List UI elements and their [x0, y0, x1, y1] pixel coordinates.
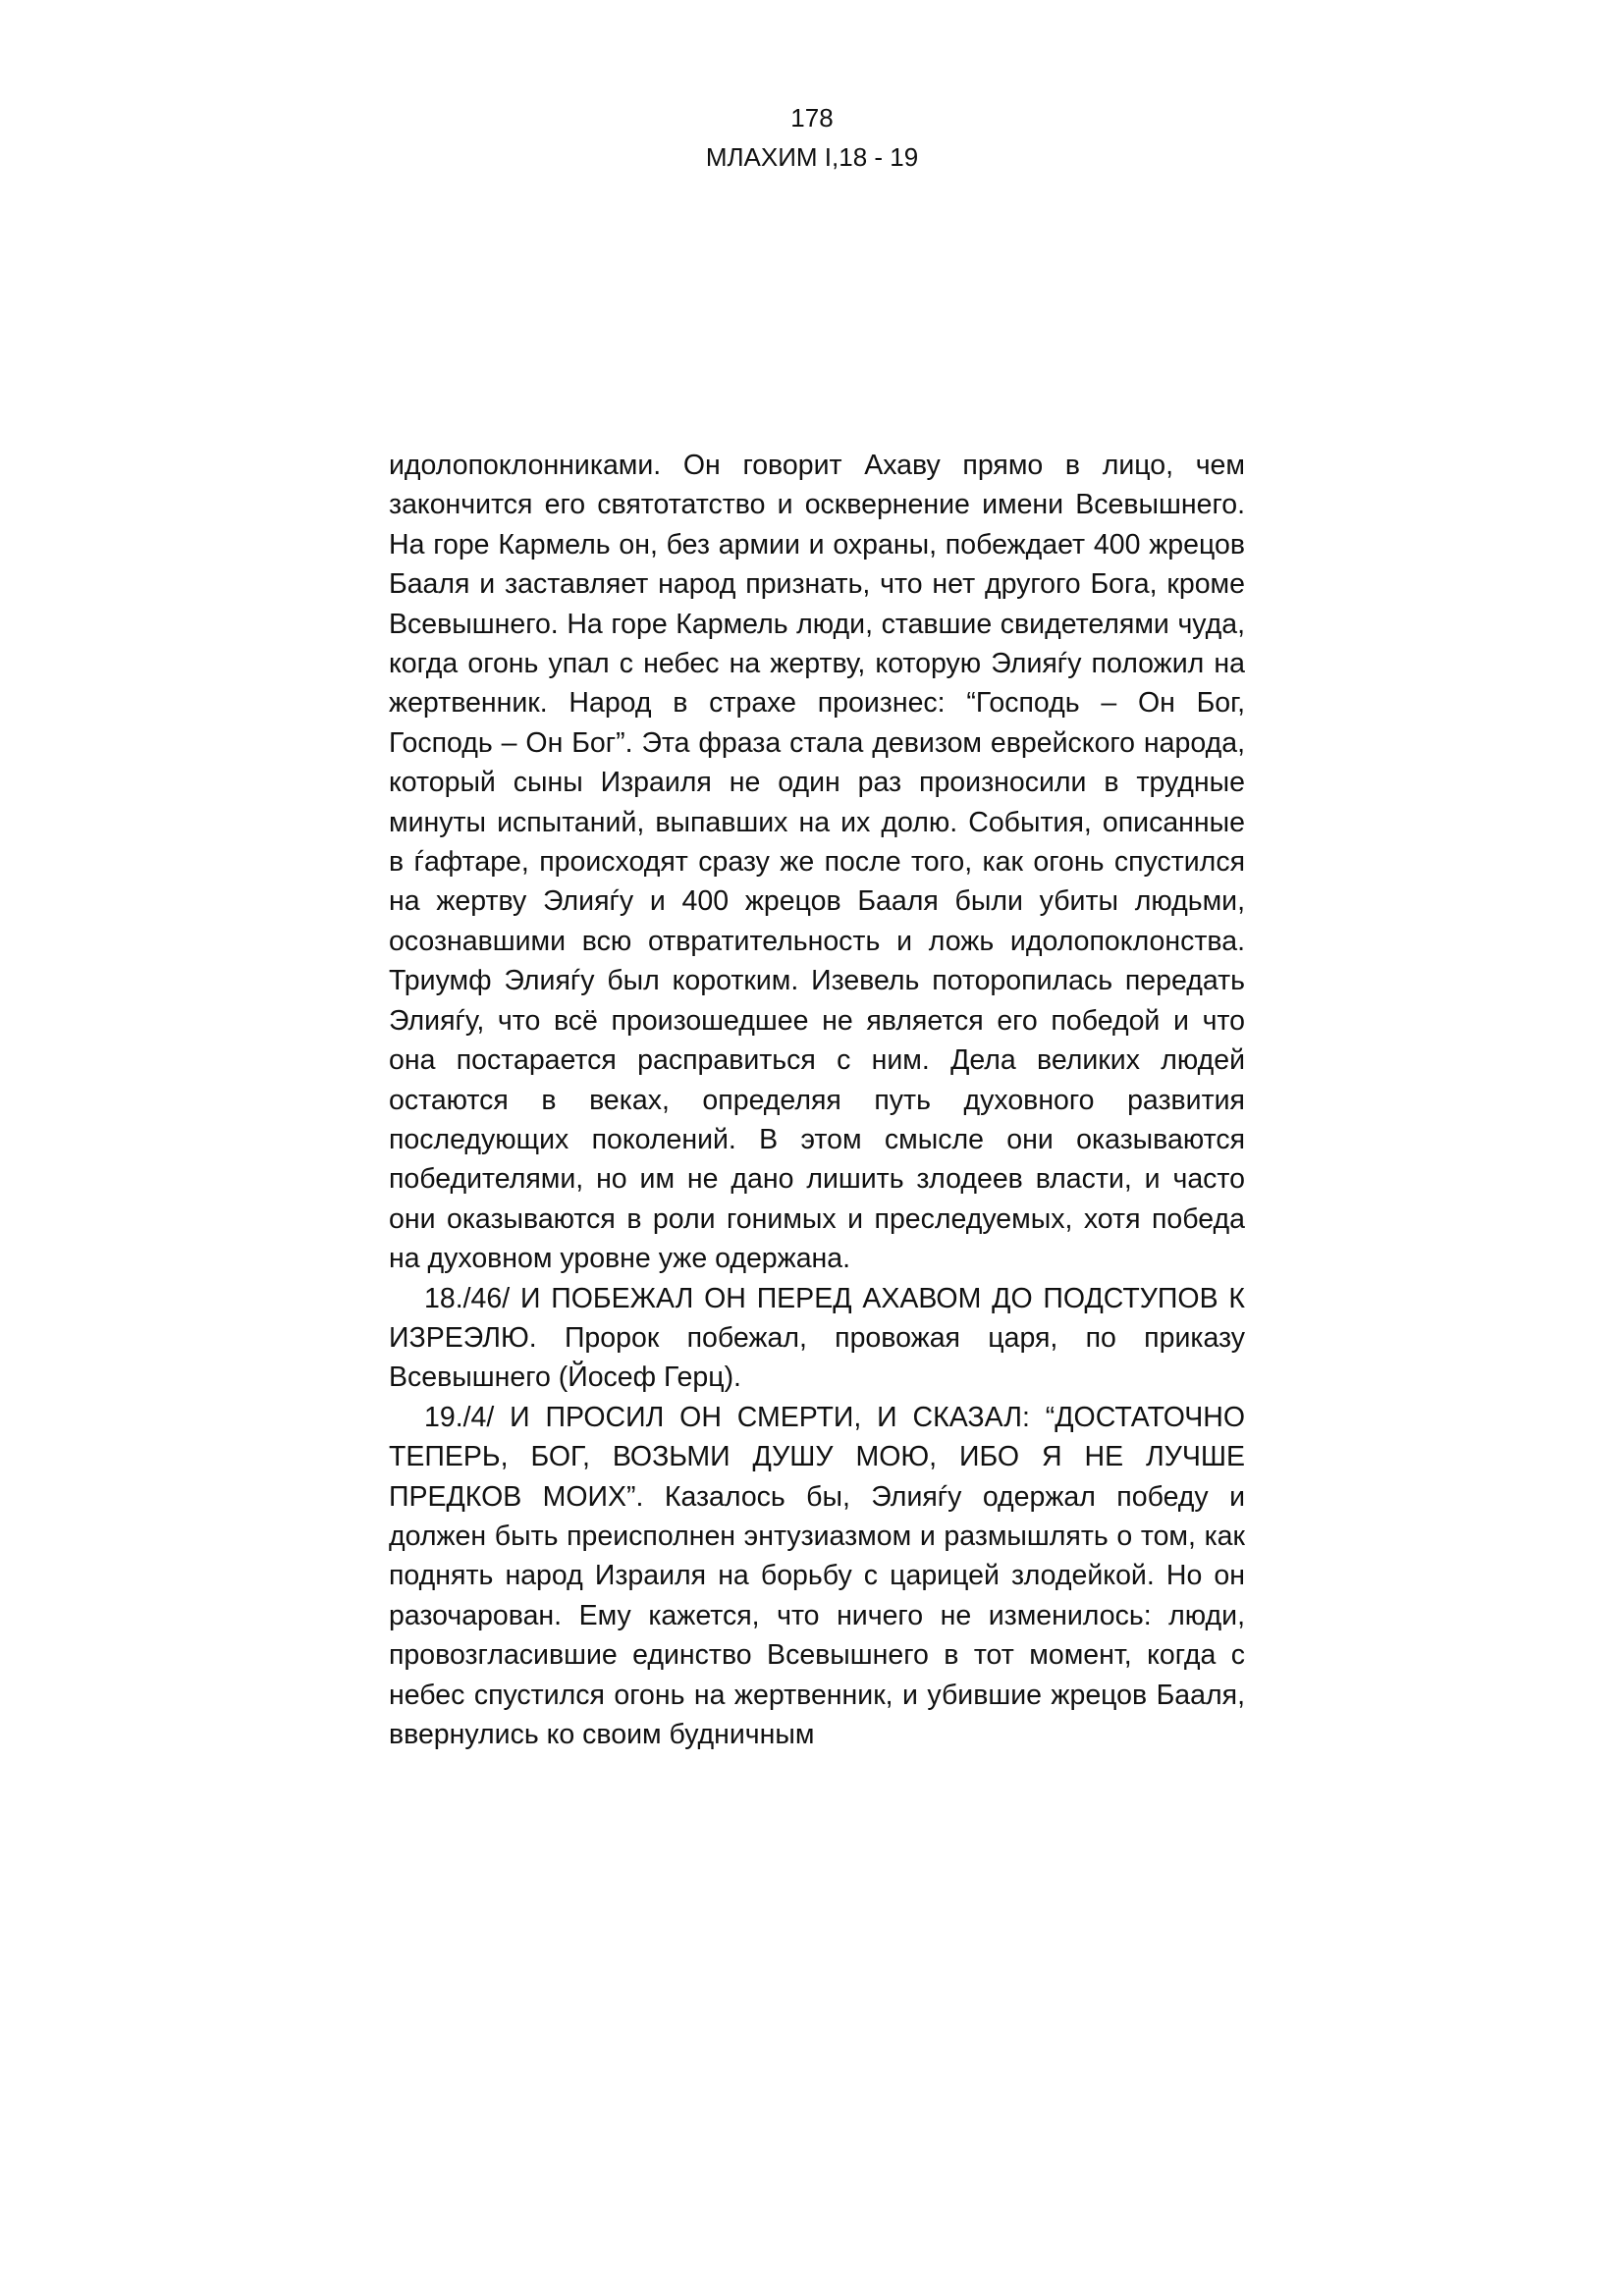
running-title: МЛАХИМ I,18 - 19	[705, 142, 919, 172]
paragraph-continuation: идолопоклонниками. Он говорит Ахаву прямо в лицо, чем закончится его святотатство и осквернение имени Всевышнего. На горе Кармель он, без армии и охраны, побеждает 400 жрецов Бааля и заставляет народ признать, что нет другого Бога, кроме Всевышнего. На горе Кармель люди, ставшие свидетелями чуда, когда огонь упал с небес на жертву, которую Элияѓу положил на жертвенник. Народ в страхе произнес: “Господь – Он Бог, Господь – Он Бог”. Эта фраза стала девизом еврейского народа, который сыны Израиля не один раз произносили в трудные минуты испытаний, выпавших на их долю. События, описанные в ѓафтаре, происходят сразу же после того, как огонь спустился на жертву Элияѓу и 400 жрецов Бааля были убиты людьми, осознавшими всю отвратительность и ложь идолопоклонства. Триумф Элияѓу был коротким. Изевель поторопилась передать Элияѓу, что всё произошедшее не является его победой и что она постарается расправиться с ним. Дела великих людей остаются в веках, определяя путь духовного развития последующих поколений. В этом смысле они оказываются победителями, но им не дано лишить злодеев власти, и часто они оказываются в роли гонимых и преследуемых, хотя победа на духовном уровне уже одержана.	[389, 450, 1245, 1275]
paragraph-verse-19-4: 19./4/ И ПРОСИЛ ОН СМЕРТИ, И СКАЗАЛ: “ДОСТАТОЧНО ТЕПЕРЬ, БОГ, ВОЗЬМИ ДУШУ МОЮ, ИБО Я НЕ ЛУЧШЕ ПРЕДКОВ МОИХ”. Казалось бы, Элияѓу одержал победу и должен быть преисполнен энтузиазмом и размышлять о том, как поднять народ Израиля на борьбу с царицей злодейкой. Но он разочарован. Ему кажется, что ничего не изменилось: люди, провозгласившие единство Всевышнего в тот момент, когда с небес спустился огонь на жертвенник, и убившие жрецов Бааля, ввернулись ко своим будничным	[389, 1401, 1245, 1750]
page-header	[0, 98, 1624, 177]
paragraph-verse-18-46: 18./46/ И ПОБЕЖАЛ ОН ПЕРЕД АХАВОМ ДО ПОДСТУПОВ К ИЗРЕЭЛЮ. Пророк побежал, провожая царя, по приказу Всевышнего (Йосеф Герц).	[389, 1282, 1245, 1394]
body-text	[389, 446, 1245, 1754]
page-number: 178	[790, 103, 834, 133]
